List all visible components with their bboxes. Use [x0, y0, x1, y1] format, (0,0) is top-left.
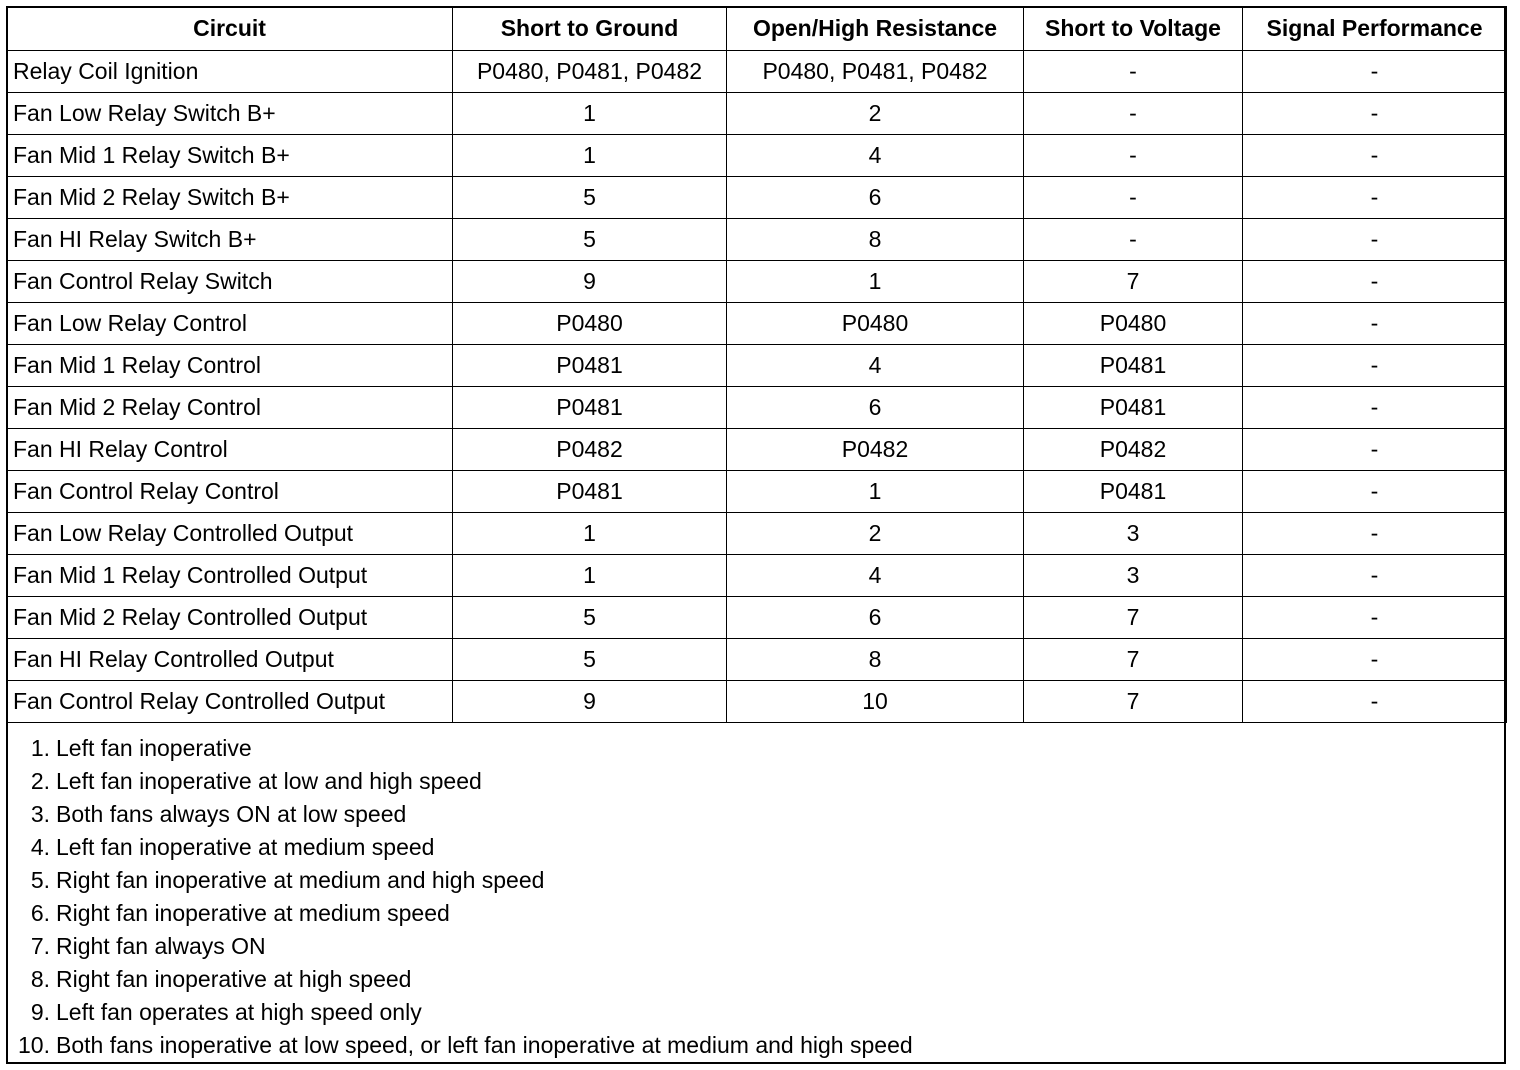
footnote-text: Left fan operates at high speed only	[56, 999, 422, 1025]
table-row	[7, 597, 1507, 639]
table-cell: P0481	[453, 345, 727, 387]
table-cell: -	[1243, 597, 1507, 639]
table-cell: P0480, P0481, P0482	[727, 51, 1024, 93]
footnote-number: 3.	[30, 801, 50, 827]
circuit-name-cell: Fan Low Relay Controlled Output	[7, 513, 453, 555]
table-cell: -	[1024, 93, 1243, 135]
circuit-name-cell: Fan HI Relay Control	[7, 429, 453, 471]
table-row	[7, 681, 1507, 723]
footnote-item	[8, 765, 1498, 798]
table-cell: -	[1243, 681, 1507, 723]
circuit-name-cell: Fan Control Relay Control	[7, 471, 453, 513]
table-cell: 5	[453, 219, 727, 261]
table-cell: 1	[727, 261, 1024, 303]
circuit-name-cell: Fan Mid 2 Relay Controlled Output	[7, 597, 453, 639]
table-cell: P0481	[1024, 387, 1243, 429]
table-cell: 10	[727, 681, 1024, 723]
table-row	[7, 51, 1507, 93]
table-cell: 9	[453, 681, 727, 723]
table-row	[7, 219, 1507, 261]
circuit-name-cell: Relay Coil Ignition	[7, 51, 453, 93]
footnote-text: Both fans always ON at low speed	[56, 801, 407, 827]
circuit-name-cell: Fan Mid 2 Relay Control	[7, 387, 453, 429]
footnote-item	[8, 864, 1498, 897]
footnote-text: Right fan always ON	[56, 933, 266, 959]
table-cell: 4	[727, 135, 1024, 177]
table-cell: P0481	[453, 471, 727, 513]
table-row	[7, 303, 1507, 345]
header-short-to-ground: Short to Ground	[453, 7, 727, 51]
table-cell: -	[1243, 177, 1507, 219]
table-cell: 6	[727, 597, 1024, 639]
footnote-text: Left fan inoperative at low and high speed	[56, 768, 482, 794]
footnote-text: Left fan inoperative	[56, 735, 252, 761]
table-cell: P0482	[453, 429, 727, 471]
footnotes-list	[8, 732, 1498, 1062]
table-cell: -	[1243, 387, 1507, 429]
table-cell: -	[1243, 303, 1507, 345]
table-cell: -	[1024, 51, 1243, 93]
circuit-name-cell: Fan HI Relay Switch B+	[7, 219, 453, 261]
header-open-high-resistance: Open/High Resistance	[727, 7, 1024, 51]
circuit-name-cell: Fan Low Relay Switch B+	[7, 93, 453, 135]
circuit-name-cell: Fan Mid 2 Relay Switch B+	[7, 177, 453, 219]
table-row	[7, 345, 1507, 387]
circuit-name-cell: Fan Low Relay Control	[7, 303, 453, 345]
header-signal-performance: Signal Performance	[1243, 7, 1507, 51]
table-row	[7, 93, 1507, 135]
table-cell: 9	[453, 261, 727, 303]
table-cell: -	[1243, 345, 1507, 387]
table-cell: 3	[1024, 513, 1243, 555]
table-row	[7, 639, 1507, 681]
footnote-number: 4.	[30, 834, 50, 860]
table-cell: 7	[1024, 681, 1243, 723]
footnote-number: 2.	[30, 768, 50, 794]
table-cell: P0480	[1024, 303, 1243, 345]
table-cell: -	[1024, 219, 1243, 261]
table-row	[7, 135, 1507, 177]
footnote-item	[8, 1029, 1498, 1062]
table-cell: -	[1243, 51, 1507, 93]
table-cell: 1	[453, 135, 727, 177]
footnote-item	[8, 798, 1498, 831]
footnote-number: 7.	[30, 933, 50, 959]
footnote-text: Right fan inoperative at high speed	[56, 966, 412, 992]
circuit-name-cell: Fan Control Relay Switch	[7, 261, 453, 303]
table-header-row	[7, 7, 1507, 51]
table-cell: 6	[727, 387, 1024, 429]
table-cell: 5	[453, 639, 727, 681]
table-cell: 1	[453, 93, 727, 135]
table-row	[7, 471, 1507, 513]
footnote-item	[8, 996, 1498, 1029]
table-cell: 1	[727, 471, 1024, 513]
table-cell: 1	[453, 555, 727, 597]
table-cell: -	[1024, 135, 1243, 177]
circuit-name-cell: Fan Control Relay Controlled Output	[7, 681, 453, 723]
table-cell: 2	[727, 513, 1024, 555]
table-cell: 7	[1024, 261, 1243, 303]
table-cell: P0481	[1024, 345, 1243, 387]
header-short-to-voltage: Short to Voltage	[1024, 7, 1243, 51]
table-cell: 5	[453, 597, 727, 639]
table-cell: -	[1243, 471, 1507, 513]
table-cell: 4	[727, 555, 1024, 597]
table-cell: -	[1243, 513, 1507, 555]
footnote-number: 5.	[30, 867, 50, 893]
table-cell: -	[1243, 93, 1507, 135]
table-cell: 6	[727, 177, 1024, 219]
table-cell: -	[1243, 429, 1507, 471]
footnote-number: 6.	[30, 900, 50, 926]
table-cell: -	[1243, 261, 1507, 303]
table-cell: P0482	[1024, 429, 1243, 471]
footnote-number: 1.	[30, 735, 50, 761]
table-cell: P0481	[453, 387, 727, 429]
circuit-name-cell: Fan Mid 1 Relay Controlled Output	[7, 555, 453, 597]
table-cell: 4	[727, 345, 1024, 387]
circuit-name-cell: Fan Mid 1 Relay Control	[7, 345, 453, 387]
table-cell: P0480	[453, 303, 727, 345]
table-cell: -	[1243, 219, 1507, 261]
table-row	[7, 177, 1507, 219]
circuit-diagnostic-table	[6, 6, 1507, 723]
footnote-item	[8, 897, 1498, 930]
table-cell: -	[1243, 639, 1507, 681]
table-cell: -	[1243, 555, 1507, 597]
circuit-name-cell: Fan Mid 1 Relay Switch B+	[7, 135, 453, 177]
footnote-text: Right fan inoperative at medium speed	[56, 900, 450, 926]
table-row	[7, 387, 1507, 429]
circuit-name-cell: Fan HI Relay Controlled Output	[7, 639, 453, 681]
table-cell: P0480, P0481, P0482	[453, 51, 727, 93]
table-row	[7, 261, 1507, 303]
footnote-item	[8, 732, 1498, 765]
table-cell: P0480	[727, 303, 1024, 345]
footnote-text: Left fan inoperative at medium speed	[56, 834, 435, 860]
table-row	[7, 555, 1507, 597]
footnote-text: Right fan inoperative at medium and high speed	[56, 867, 545, 893]
table-body	[7, 51, 1507, 723]
table-cell: 8	[727, 219, 1024, 261]
table-cell: P0481	[1024, 471, 1243, 513]
table-row	[7, 429, 1507, 471]
footnote-number: 9.	[30, 999, 50, 1025]
header-circuit: Circuit	[7, 7, 453, 51]
table-cell: 1	[453, 513, 727, 555]
table-cell: -	[1243, 135, 1507, 177]
footnote-text: Both fans inoperative at low speed, or left fan inoperative at medium and high speed	[56, 1032, 913, 1058]
table-row	[7, 513, 1507, 555]
footnote-item	[8, 930, 1498, 963]
table-cell: 8	[727, 639, 1024, 681]
table-cell: 5	[453, 177, 727, 219]
table-cell: 7	[1024, 597, 1243, 639]
table-cell: 3	[1024, 555, 1243, 597]
table-cell: 2	[727, 93, 1024, 135]
footnote-item	[8, 831, 1498, 864]
footnote-item	[8, 963, 1498, 996]
footnote-number: 10.	[18, 1032, 50, 1058]
table-cell: P0482	[727, 429, 1024, 471]
table-cell: 7	[1024, 639, 1243, 681]
table-cell: -	[1024, 177, 1243, 219]
footnote-number: 8.	[30, 966, 50, 992]
